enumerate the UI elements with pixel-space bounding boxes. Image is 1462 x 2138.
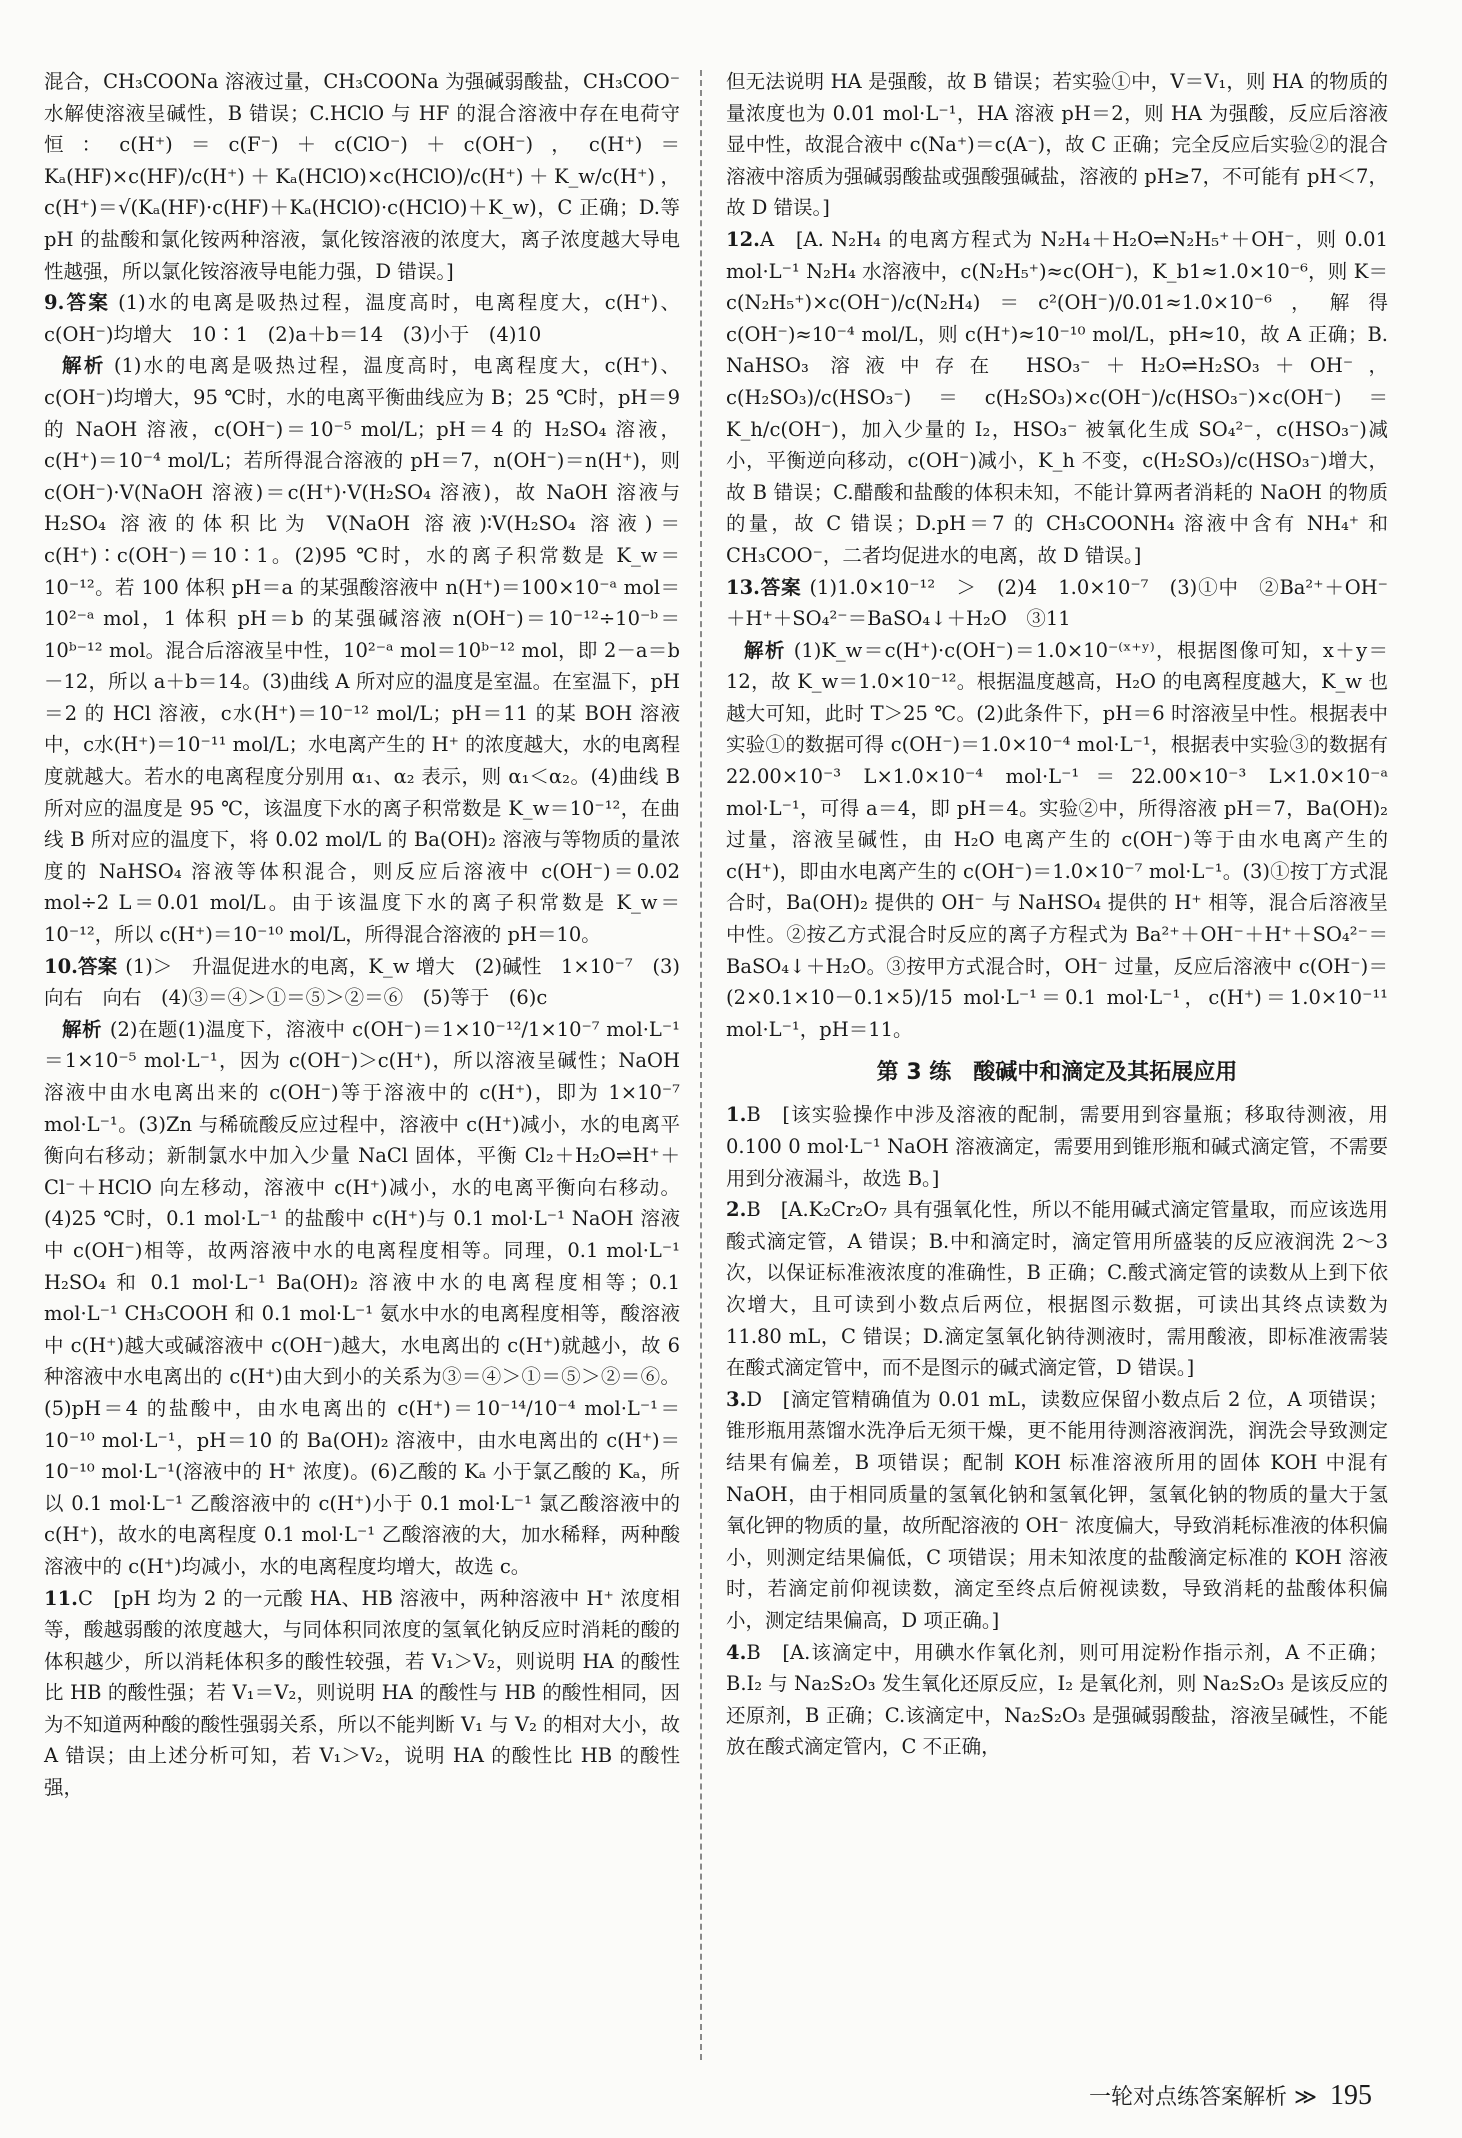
answer-label: 答案 bbox=[64, 291, 111, 315]
paragraph-text: A [A. N₂H₄ 的电离方程式为 N₂H₄＋H₂O⇌N₂H₅⁺＋OH⁻，则 0.01 mol·L⁻¹ N₂H₄ 水溶液中，c(N₂H₅⁺)≈c(OH⁻)，K_b1≈1.0×10⁻⁶，则 K＝c(N₂H₅⁺)×c(OH⁻)/c(N₂H₄)＝c²(OH⁻)/0.01≈1.0×10⁻⁶，解得 c(OH⁻)≈10⁻⁴ mol/L，则 c(H⁺)≈10⁻¹⁰ mol/L，pH≈10，故 A 正确；B. NaHSO₃ 溶液中存在 HSO₃⁻＋H₂O⇌H₂SO₃＋OH⁻，c(H₂SO₃)/c(HSO₃⁻)＝c(H₂SO₃)×c(OH⁻)/c(HSO₃⁻)×c(OH⁻)＝K_h/c(OH⁻)，加入少量的 I₂，HSO₃⁻ 被氧化生成 SO₄²⁻，c(HSO₃⁻)减小，平衡逆向移动，c(OH⁻)减小，K_h 不变，c(H₂SO₃)/c(HSO₃⁻)增大，故 B 错误；C.醋酸和盐酸的体积未知，不能计算两者消耗的 NaOH 的物质的量，故 C 错误；D.pH＝7 的 CH₃COONH₄ 溶液中含有 NH₄⁺ 和 CH₃COO⁻，二者均促进水的电离，故 D 错误。] bbox=[726, 227, 1388, 567]
paragraph-text: 混合，CH₃COONa 溶液过量，CH₃COONa 为强碱弱酸盐，CH₃COO⁻ 水解使溶液呈碱性，B 错误；C.HClO 与 HF 的混合溶液中存在电荷守恒：c(H⁺)＝c(F⁻)＋c(ClO⁻)＋c(OH⁻)，c(H⁺)＝Kₐ(HF)×c(HF)/c(H⁺)＋Kₐ(HClO)×c(HClO)/c(H⁺)＋K_w/c(H⁺)，c(H⁺)＝√(Kₐ(HF)·c(HF)＋Kₐ(HClO)·c(HClO)＋K_w)，C 正确；D.等 pH 的盐酸和氯化铵两种溶液，氯化铵溶液的浓度大，离子浓度越大导电性越强，所以氯化铵溶液导电能力强，D 错误。] bbox=[44, 70, 680, 283]
answer-block bbox=[44, 287, 680, 350]
answer-block bbox=[44, 951, 680, 1014]
explanation-block bbox=[44, 350, 680, 950]
paragraph-text: B [A.K₂Cr₂O₇ 具有强氧化性，所以不能用碱式滴定管量取，而应该选用酸式滴定管，A 错误；B.中和滴定时，滴定管用所盛装的反应液润洗 2～3 次，以保证标准液浓度的准确性，B 正确；C.酸式滴定管的读数从上到下依次增大，且可读到小数点后两位，根据图示数据，可读出其终点读数为 11.80 mL，C 错误；D.滴定氢氧化钠待测液时，需用酸液，即标准液需装在酸式滴定管中，而不是图示的碱式滴定管，D 错误。] bbox=[726, 1198, 1388, 1380]
item-number: 3. bbox=[726, 1387, 747, 1411]
footer-text: 一轮对点练答案解析 ≫ bbox=[1088, 2085, 1317, 2110]
item-number: 13. bbox=[726, 575, 760, 599]
paragraph-text: (1)＞ 升温促进水的电离，K_w 增大 (2)碱性 1×10⁻⁷ (3)向右 向右 (4)③＝④＞①＝⑤＞②＝⑥ (5)等于 (6)c bbox=[44, 954, 680, 1010]
item-number: 2. bbox=[726, 1198, 747, 1222]
explanation-label: 解析 bbox=[62, 1017, 102, 1041]
answer-item bbox=[726, 1637, 1388, 1763]
answer-item bbox=[44, 1583, 680, 1804]
item-number: 1. bbox=[726, 1103, 747, 1127]
paragraph-text: D [滴定管精确值为 0.01 mL，读数应保留小数点后 2 位，A 项错误；锥形瓶用蒸馏水洗净后无须干燥，更不能用待测溶液润洗，润洗会导致测定结果有偏差，B 项错误；配制 KOH 标准溶液所用的固体 KOH 中混有 NaOH，由于相同质量的氢氧化钠和氢氧化钾，氢氧化钠的物质的量大于氢氧化钾的物质的量，故所配溶液的 OH⁻ 浓度偏大，导致消耗标准液的体积偏小，则测定结果偏低，C 项错误；用未知浓度的盐酸滴定标准的 KOH 溶液时，若滴定前仰视读数，滴定至终点后俯视读数，导致消耗的盐酸体积偏小，测定结果偏高，D 项正确。] bbox=[726, 1387, 1388, 1632]
continued-paragraph bbox=[726, 66, 1388, 224]
explanation-block bbox=[726, 635, 1388, 1046]
item-number: 12. bbox=[726, 227, 760, 251]
continued-paragraph bbox=[44, 66, 680, 287]
item-number: 11. bbox=[44, 1586, 78, 1610]
paragraph-text: C [pH 均为 2 的一元酸 HA、HB 溶液中，两种溶液中 H⁺ 浓度相等，酸越弱酸的浓度越大，与同体积同浓度的氢氧化钠反应时消耗的酸的体积越少，所以消耗体积多的酸性较强，若 V₁＞V₂，则说明 HA 的酸性比 HB 的酸性强；若 V₁＝V₂，则说明 HA 的酸性与 HB 的酸性相同，因为不知道两种酸的酸性强弱关系，所以不能判断 V₁ 与 V₂ 的相对大小，故 A 错误；由上述分析可知，若 V₁＞V₂，说明 HA 的酸性比 HB 的酸性强， bbox=[44, 1586, 680, 1800]
explanation-label: 解析 bbox=[744, 638, 786, 662]
left-column bbox=[44, 66, 680, 1804]
item-number: 9. bbox=[44, 291, 65, 315]
paragraph-text: B [A.该滴定中，用碘水作氧化剂，则可用淀粉作指示剂，A 不正确；B.I₂ 与 Na₂S₂O₃ 发生氧化还原反应，I₂ 是氧化剂，则 Na₂S₂O₃ 是该反应的还原剂，B 正确；C.该滴定中，Na₂S₂O₃ 是强碱弱酸盐，溶液呈碱性，不能放在酸式滴定管内，C 不正确， bbox=[726, 1640, 1388, 1759]
answer-item bbox=[726, 1194, 1388, 1384]
answer-item bbox=[726, 224, 1388, 572]
answer-label: 答案 bbox=[77, 954, 118, 978]
answer-block bbox=[726, 572, 1388, 635]
paragraph-text: (1)1.0×10⁻¹² ＞ (2)4 1.0×10⁻⁷ (3)①中 ②Ba²⁺＋OH⁻＋H⁺＋SO₄²⁻＝BaSO₄↓＋H₂O ③11 bbox=[726, 575, 1388, 631]
paragraph-text: (1)水的电离是吸热过程，温度高时，电离程度大，c(H⁺)、c(OH⁻)均增大 10∶1 (2)a＋b＝14 (3)小于 (4)10 bbox=[44, 291, 680, 346]
paragraph-text: (2)在题(1)温度下，溶液中 c(OH⁻)＝1×10⁻¹²/1×10⁻⁷ mol·L⁻¹＝1×10⁻⁵ mol·L⁻¹，因为 c(OH⁻)＞c(H⁺)，所以溶液呈碱性；NaOH 溶液中由水电离出来的 c(OH⁻)等于溶液中的 c(H⁺)，即为 1×10⁻⁷ mol·L⁻¹。(3)Zn 与稀硫酸反应过程中，溶液中 c(H⁺)减小，水的电离平衡向右移动；新制氯水中加入少量 NaCl 固体，平衡 Cl₂＋H₂O⇌H⁺＋Cl⁻＋HClO 向左移动，溶液中 c(H⁺)减小，水的电离平衡向右移动。(4)25 ℃时，0.1 mol·L⁻¹ 的盐酸中 c(H⁺)与 0.1 mol·L⁻¹ NaOH 溶液中 c(OH⁻)相等，故两溶液中水的电离程度相等。同理，0.1 mol·L⁻¹ H₂SO₄ 和 0.1 mol·L⁻¹ Ba(OH)₂ 溶液中水的电离程度相等；0.1 mol·L⁻¹ CH₃COOH 和 0.1 mol·L⁻¹ 氨水中水的电离程度相等，酸溶液中 c(H⁺)越大或碱溶液中 c(OH⁻)越大，水电离出的 c(H⁺)就越小，故 6 种溶液中水电离出的 c(H⁺)由大到小的关系为③＝④＞①＝⑤＞②＝⑥。(5)pH＝4 的盐酸中，由水电离出的 c(H⁺)＝10⁻¹⁴/10⁻⁴ mol·L⁻¹＝10⁻¹⁰ mol·L⁻¹，pH＝10 的 Ba(OH)₂ 溶液中，由水电离出的 c(H⁺)＝10⁻¹⁰ mol·L⁻¹(溶液中的 H⁺ 浓度)。(6)乙酸的 Kₐ 小于氯乙酸的 Kₐ，所以 0.1 mol·L⁻¹ 乙酸溶液中的 c(H⁺)小于 0.1 mol·L⁻¹ 氯乙酸溶液中的 c(H⁺)，故水的电离程度 0.1 mol·L⁻¹ 乙酸溶液的大，加水稀释，两种酸溶液中的 c(H⁺)均减小，水的电离程度均增大，故选 c。 bbox=[44, 1017, 680, 1578]
page-number: 195 bbox=[1330, 2080, 1372, 2111]
column-divider bbox=[700, 70, 702, 2060]
item-number: 10. bbox=[44, 954, 78, 978]
paragraph-text: 但无法说明 HA 是强酸，故 B 错误；若实验①中，V＝V₁，则 HA 的物质的量浓度也为 0.01 mol·L⁻¹，HA 溶液 pH＝2，则 HA 为强酸，反应后溶液显中性，故混合液中 c(Na⁺)＝c(A⁻)，故 C 正确；完全反应后实验②的混合溶液中溶质为强碱弱酸盐或强酸强碱盐，溶液的 pH≥7，不可能有 pH＜7，故 D 错误。] bbox=[726, 70, 1388, 220]
answer-label: 答案 bbox=[759, 575, 802, 599]
answer-item bbox=[726, 1384, 1388, 1637]
right-column bbox=[726, 66, 1388, 1763]
paragraph-text: B [该实验操作中涉及溶液的配制，需要用到容量瓶；移取待测液，用 0.100 0 mol·L⁻¹ NaOH 溶液滴定，需要用到锥形瓶和碱式滴定管，不需要用到分液漏斗，故选 B。] bbox=[726, 1103, 1388, 1190]
explanation-label: 解析 bbox=[62, 354, 106, 378]
answer-item bbox=[726, 1099, 1388, 1194]
paragraph-text: (1)K_w＝c(H⁺)·c(OH⁻)＝1.0×10⁻⁽ˣ⁺ʸ⁾，根据图像可知，x＋y＝12，故 K_w＝1.0×10⁻¹²。根据温度越高，H₂O 的电离程度越大，K_w 也越大可知，此时 T＞25 ℃。(2)此条件下，pH＝6 时溶液呈中性。根据表中实验①的数据可得 c(OH⁻)＝1.0×10⁻⁴ mol·L⁻¹，根据表中实验③的数据有 22.00×10⁻³ L×1.0×10⁻⁴ mol·L⁻¹＝22.00×10⁻³ L×1.0×10⁻ᵃ mol·L⁻¹，可得 a＝4，即 pH＝4。实验②中，所得溶液 pH＝7，Ba(OH)₂ 过量，溶液呈碱性，由 H₂O 电离产生的 c(OH⁻)等于由水电离产生的 c(H⁺)，即由水电离产生的 c(OH⁻)＝1.0×10⁻⁷ mol·L⁻¹。(3)①按丁方式混合时，Ba(OH)₂ 提供的 OH⁻ 与 NaHSO₄ 提供的 H⁺ 相等，混合后溶液呈中性。②按乙方式混合时反应的离子方程式为 Ba²⁺＋OH⁻＋H⁺＋SO₄²⁻＝BaSO₄↓＋H₂O。③按甲方式混合时，OH⁻ 过量，反应后溶液中 c(OH⁻)＝(2×0.1×10－0.1×5)/15 mol·L⁻¹＝0.1 mol·L⁻¹，c(H⁺)＝1.0×10⁻¹¹ mol·L⁻¹，pH＝11。 bbox=[726, 638, 1388, 1041]
paragraph-text: (1)水的电离是吸热过程，温度高时，电离程度大，c(H⁺)、c(OH⁻)均增大，95 ℃时，水的电离平衡曲线应为 B；25 ℃时，pH＝9 的 NaOH 溶液，c(OH⁻)＝10⁻⁵ mol/L；pH＝4 的 H₂SO₄ 溶液，c(H⁺)＝10⁻⁴ mol/L；若所得混合溶液的 pH＝7，n(OH⁻)＝n(H⁺)，则 c(OH⁻)·V(NaOH 溶液)＝c(H⁺)·V(H₂SO₄ 溶液)，故 NaOH 溶液与 H₂SO₄ 溶液的体积比为 V(NaOH 溶液)∶V(H₂SO₄ 溶液)＝c(H⁺)∶c(OH⁻)＝10∶1。(2)95 ℃时，水的离子积常数是 K_w＝10⁻¹²。若 100 体积 pH＝a 的某强酸溶液中 n(H⁺)＝100×10⁻ᵃ mol＝10²⁻ᵃ mol，1 体积 pH＝b 的某强碱溶液 n(OH⁻)＝10⁻¹²÷10⁻ᵇ＝10ᵇ⁻¹² mol。混合后溶液呈中性，10²⁻ᵃ mol＝10ᵇ⁻¹² mol，即 2－a＝b－12，所以 a＋b＝14。(3)曲线 A 所对应的温度是室温。在室温下，pH＝2 的 HCl 溶液，c水(H⁺)＝10⁻¹² mol/L；pH＝11 的某 BOH 溶液中，c水(H⁺)＝10⁻¹¹ mol/L；水电离产生的 H⁺ 的浓度越大，水的电离程度就越大。若水的电离程度分别用 α₁、α₂ 表示，则 α₁＜α₂。(4)曲线 B 所对应的温度是 95 ℃，该温度下水的离子积常数是 K_w＝10⁻¹²，在曲线 B 所对应的温度下，将 0.02 mol/L 的 Ba(OH)₂ 溶液与等物质的量浓度的 NaHSO₄ 溶液等体积混合，则反应后溶液中 c(OH⁻)＝0.02 mol÷2 L＝0.01 mol/L。由于该温度下水的离子积常数是 K_w＝10⁻¹²，所以 c(H⁺)＝10⁻¹⁰ mol/L，所得混合溶液的 pH＝10。 bbox=[44, 354, 680, 947]
item-number: 4. bbox=[726, 1640, 747, 1664]
page-footer bbox=[1089, 2080, 1372, 2112]
explanation-block bbox=[44, 1014, 680, 1583]
section-title: 第 3 练 酸碱中和滴定及其拓展应用 bbox=[876, 1060, 1238, 1086]
